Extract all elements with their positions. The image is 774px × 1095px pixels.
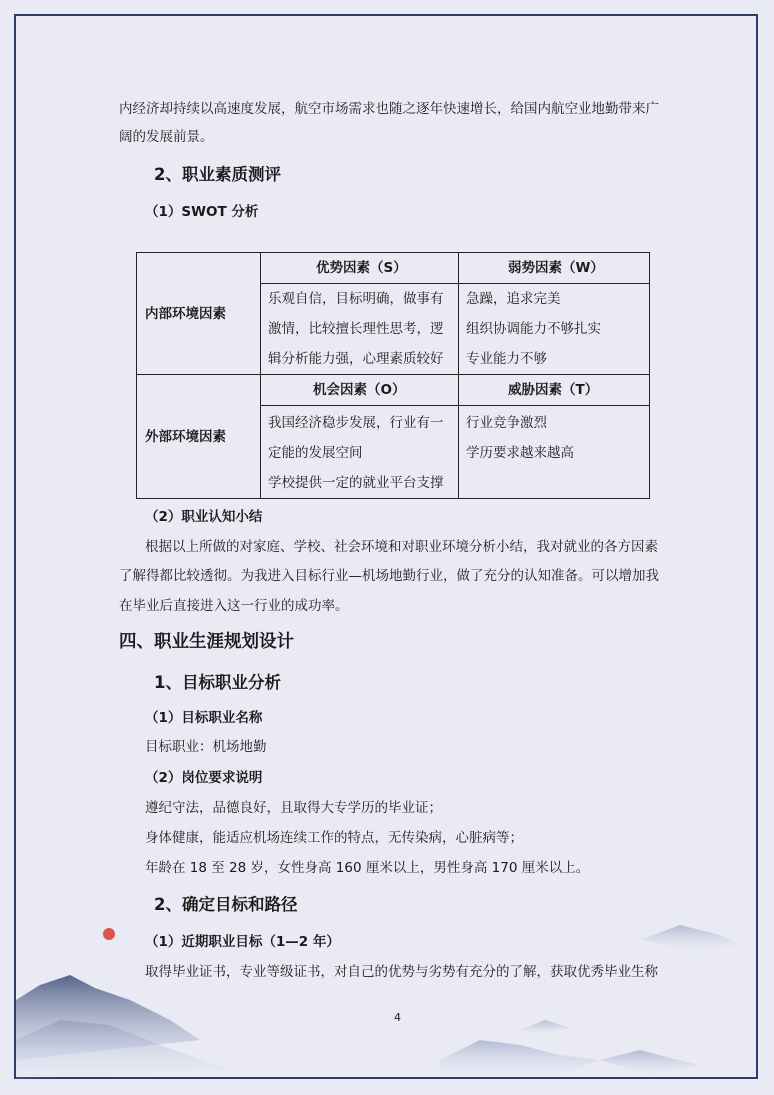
heading-quality-assessment: 2、职业素质测评: [154, 165, 281, 184]
subheading-swot: （1）SWOT 分析: [145, 204, 259, 220]
swot-weakness-line: 组织协调能力不够扎实: [466, 321, 601, 337]
swot-strength-head: 优势因素（S）: [316, 260, 407, 276]
summary-line-3: 在毕业后直接进入这一行业的成功率。: [119, 598, 349, 614]
requirement-line: 身体健康，能适应机场连续工作的特点，无传染病，心脏病等；: [145, 830, 523, 846]
page-number: 4: [394, 1011, 401, 1024]
short-term-text: 取得毕业证书，专业等级证书，对自己的优势与劣势有充分的了解，获取优秀毕业生称: [145, 964, 658, 980]
intro-line-1: 内经济却持续以高速度发展，航空市场需求也随之逐年快速增长，给国内航空业地勤带来广: [119, 101, 659, 117]
heading-section-4: 四、职业生涯规划设计: [119, 632, 294, 652]
swot-threat-line: 学历要求越来越高: [466, 445, 574, 461]
swot-weakness-line: 急躁，追求完美: [466, 291, 561, 307]
swot-internal-label: 内部环境因素: [145, 306, 226, 322]
swot-opportunity-line: 学校提供一定的就业平台支撑: [268, 475, 444, 491]
swot-strength-line: 激情，比较擅长理性思考，逻: [268, 321, 444, 337]
red-sun-icon: [103, 928, 115, 940]
swot-opportunity-head: 机会因素（O）: [313, 382, 406, 398]
subheading-summary: （2）职业认知小结: [145, 509, 263, 525]
swot-threat-head: 威胁因素（T）: [508, 382, 599, 398]
intro-line-2: 阔的发展前景。: [119, 129, 214, 145]
swot-weakness-line: 专业能力不够: [466, 351, 547, 367]
subheading-requirements: （2）岗位要求说明: [145, 770, 263, 786]
heading-goals-paths: 2、确定目标和路径: [154, 895, 298, 914]
subheading-target-name: （1）目标职业名称: [145, 710, 263, 726]
requirement-line: 遵纪守法，品德良好，且取得大专学历的毕业证；: [145, 800, 442, 816]
requirement-line: 年龄在 18 至 28 岁，女性身高 160 厘米以上，男性身高 170 厘米以上。: [145, 860, 590, 876]
swot-opportunity-line: 定能的发展空间: [268, 445, 363, 461]
swot-weakness-head: 弱势因素（W）: [508, 260, 604, 276]
target-job: 目标职业：机场地勤: [145, 739, 267, 755]
swot-strength-line: 辑分析能力强，心理素质较好: [268, 351, 444, 367]
heading-target-analysis: 1、目标职业分析: [154, 673, 281, 692]
summary-line-2: 了解得都比较透彻。为我进入目标行业—机场地勤行业，做了充分的认知准备。可以增加我: [119, 568, 659, 584]
swot-opportunity-line: 我国经济稳步发展，行业有一: [268, 415, 444, 431]
swot-strength-line: 乐观自信，目标明确，做事有: [268, 291, 444, 307]
swot-threat-line: 行业竞争激烈: [466, 415, 547, 431]
swot-external-label: 外部环境因素: [145, 429, 226, 445]
summary-line-1: 根据以上所做的对家庭、学校、社会环境和对职业环境分析小结，我对就业的各方因素: [145, 539, 658, 555]
subheading-short-term: （1）近期职业目标（1—2 年）: [145, 934, 340, 950]
